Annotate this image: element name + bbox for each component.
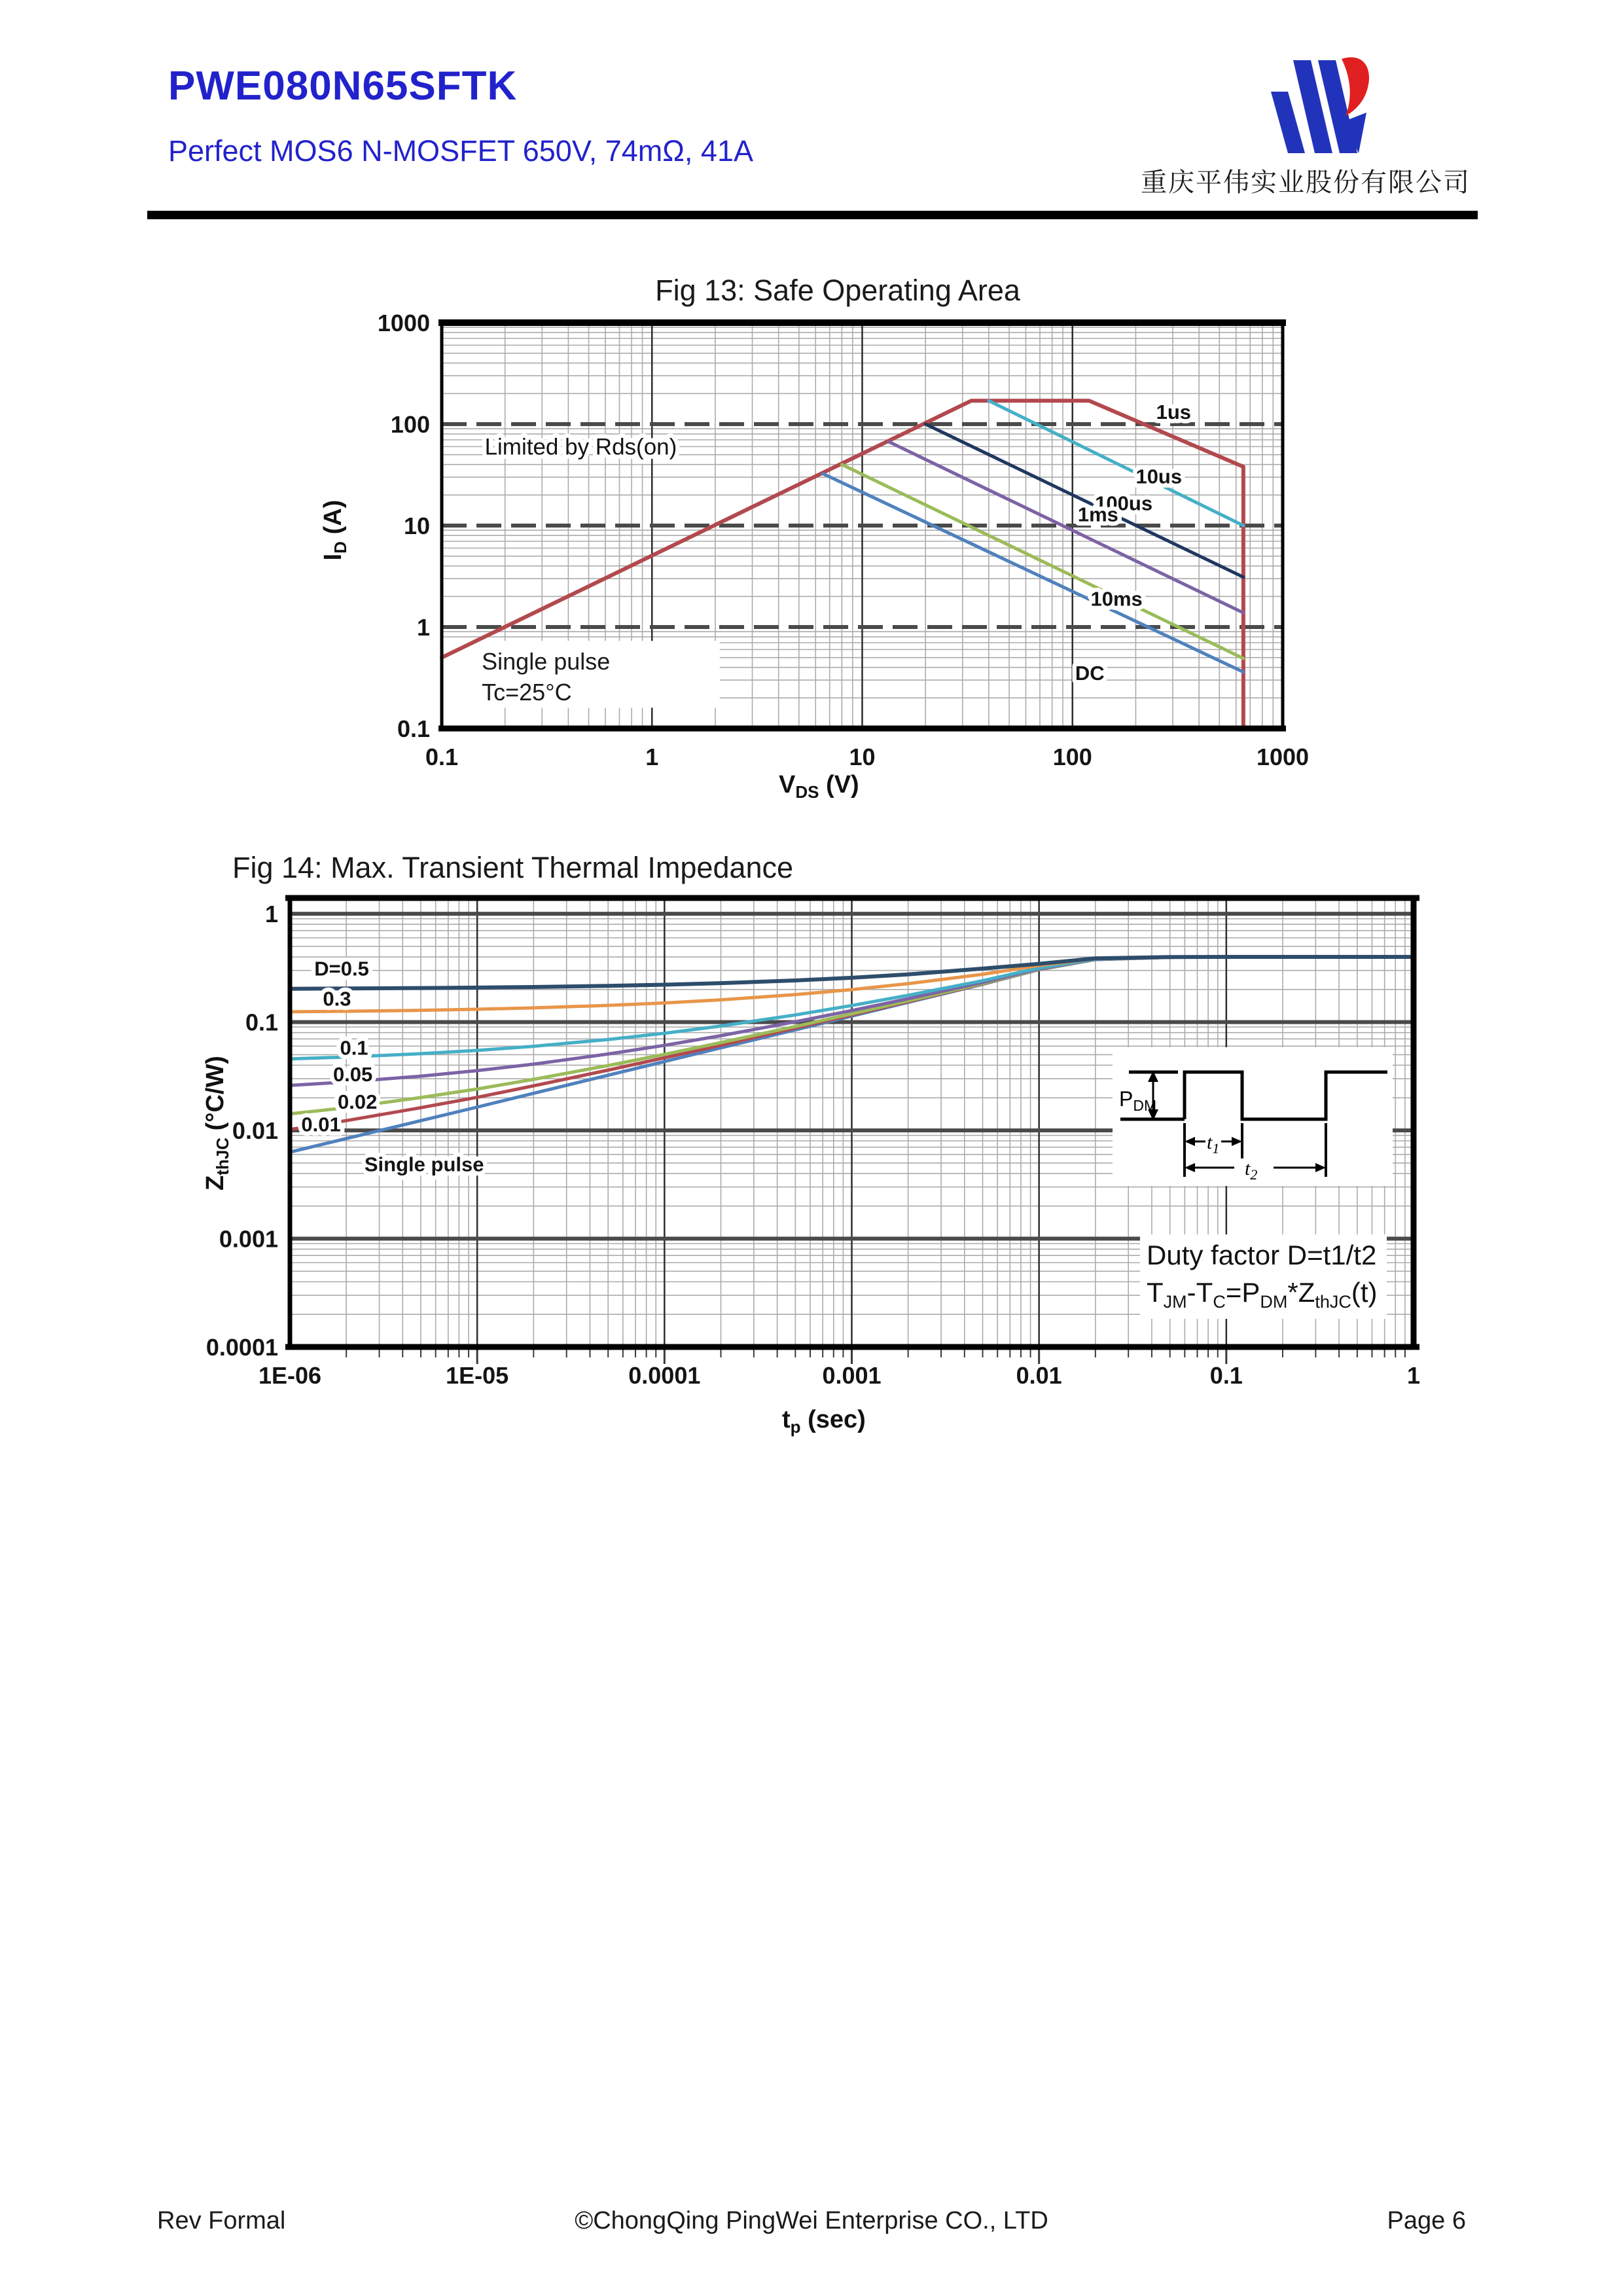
curve-label-0.3: 0.3 xyxy=(323,987,351,1011)
curve-label-0.05: 0.05 xyxy=(332,1062,373,1086)
y-tick-label: 0.1 xyxy=(397,715,430,742)
fig13-title: Fig 13: Safe Operating Area xyxy=(655,274,1020,307)
company-name-cn: 重庆平伟实业股份有限公司 xyxy=(1141,168,1471,197)
t2-label: $t_2$ xyxy=(1245,1158,1258,1183)
logo-stroke-1 xyxy=(1271,92,1305,153)
single-pulse-note-text: Tc=25°C xyxy=(482,678,572,706)
curve-label-0.01: 0.01 xyxy=(301,1113,341,1136)
formula-C: C xyxy=(1213,1291,1226,1312)
fig14-xlabel-main: t xyxy=(782,1406,791,1433)
formula-JM: JM xyxy=(1163,1291,1187,1312)
y-tick-label: 0.0001 xyxy=(205,1334,278,1361)
fig14-x-axis-label xyxy=(782,1406,866,1437)
footer-revision: Rev Formal xyxy=(157,2207,286,2234)
fig14-y-axis-label xyxy=(202,1056,233,1191)
x-tick-label: 1 xyxy=(645,744,659,770)
curve-label-single-pulse: Single pulse xyxy=(364,1153,484,1176)
x-tick-label: 0.01 xyxy=(1016,1362,1062,1389)
single-pulse-note-text: Single pulse xyxy=(482,648,611,675)
footer-page-number: Page 6 xyxy=(1387,2207,1466,2234)
fig13-ylabel-main: I xyxy=(319,553,347,561)
fig13-y-axis-label xyxy=(319,500,351,561)
y-tick-label: 0.001 xyxy=(219,1225,278,1253)
formula-eqP: =P xyxy=(1225,1276,1260,1308)
x-tick-label: 0.001 xyxy=(822,1362,882,1389)
fig13-xlabel-sub: DS xyxy=(795,782,819,802)
y-tick-label: 0.01 xyxy=(232,1117,278,1145)
y-tick-label: 1000 xyxy=(377,310,430,336)
fig14-ylabel-sub: thJC xyxy=(213,1137,232,1175)
x-tick-label: 1 xyxy=(1406,1362,1421,1389)
fig14-xlabel-unit: (sec) xyxy=(800,1406,866,1433)
x-tick-label: 100 xyxy=(1052,744,1092,770)
pdm-label: $P_{DM}$ xyxy=(1119,1087,1157,1114)
duty-factor-line2 xyxy=(1147,1274,1378,1314)
x-tick-label: 1E-06 xyxy=(258,1362,322,1389)
fig13-soa-chart xyxy=(288,262,1387,779)
duty-factor-line1: Duty factor D=t1/t2 xyxy=(1147,1240,1377,1270)
y-tick-label: 100 xyxy=(390,411,430,438)
curve-label-0.02: 0.02 xyxy=(338,1090,378,1114)
fig13-x-axis-label xyxy=(779,771,859,802)
curve-label-dc: DC xyxy=(1075,662,1105,685)
curve-label-1ms: 1ms xyxy=(1077,503,1118,526)
y-tick-label: 10 xyxy=(403,512,430,539)
fig13-xlabel-unit: (V) xyxy=(819,771,859,798)
fig14-xlabel-sub: p xyxy=(790,1417,801,1437)
curve-label-limited-by-rds-on-: Limited by Rds(on) xyxy=(484,434,677,460)
y-tick-label: 0.1 xyxy=(245,1009,278,1036)
curve-label-0.1: 0.1 xyxy=(340,1036,368,1060)
pulse-waveform-inset xyxy=(1113,1047,1393,1186)
fig14-zth-chart xyxy=(157,844,1479,1420)
x-tick-label: 1E-05 xyxy=(446,1362,509,1389)
y-tick-label: 1 xyxy=(264,901,278,928)
fig14-ylabel-unit: (°C/W) xyxy=(202,1056,229,1138)
company-logo xyxy=(1263,54,1374,158)
formula-DM: DM xyxy=(1260,1291,1288,1312)
formula-minusT: -T xyxy=(1186,1276,1213,1308)
x-tick-label: 1000 xyxy=(1256,744,1310,770)
curve-label-10us: 10us xyxy=(1135,465,1183,488)
formula-thJC: thJC xyxy=(1315,1291,1351,1312)
curve-label-10ms: 10ms xyxy=(1090,587,1143,611)
footer-copyright: ©ChongQing PingWei Enterprise CO., LTD xyxy=(575,2207,1048,2234)
x-tick-label: 0.1 xyxy=(1209,1362,1243,1389)
t1-label: $t_1$ xyxy=(1207,1132,1220,1157)
fig14-title: Fig 14: Max. Transient Thermal Impedance xyxy=(232,851,794,884)
x-tick-label: 0.1 xyxy=(425,744,459,770)
curve-label-d-0.5: D=0.5 xyxy=(314,957,369,980)
fig13-xlabel-main: V xyxy=(779,771,796,798)
duty-factor-note xyxy=(1140,1234,1387,1319)
part-subtitle: Perfect MOS6 N-MOSFET 650V, 74mΩ, 41A xyxy=(168,134,753,168)
curve-label-1us: 1us xyxy=(1156,400,1192,423)
y-tick-label: 1 xyxy=(416,614,430,641)
x-tick-label: 10 xyxy=(849,744,876,770)
formula-t: (t) xyxy=(1351,1276,1378,1308)
page-title: PWE080N65SFTK xyxy=(168,63,518,109)
fig13-ylabel-unit: (A) xyxy=(319,499,347,541)
header-divider xyxy=(147,211,1478,219)
fig14-ylabel-main: Z xyxy=(202,1175,229,1191)
x-tick-label: 0.0001 xyxy=(628,1362,701,1389)
formula-starZ: *Z xyxy=(1287,1276,1315,1308)
series-10ms xyxy=(842,465,1243,658)
curve-label-100us: 100us xyxy=(1095,492,1153,515)
fig13-ylabel-sub: D xyxy=(330,541,350,554)
formula-T: T xyxy=(1147,1276,1164,1308)
